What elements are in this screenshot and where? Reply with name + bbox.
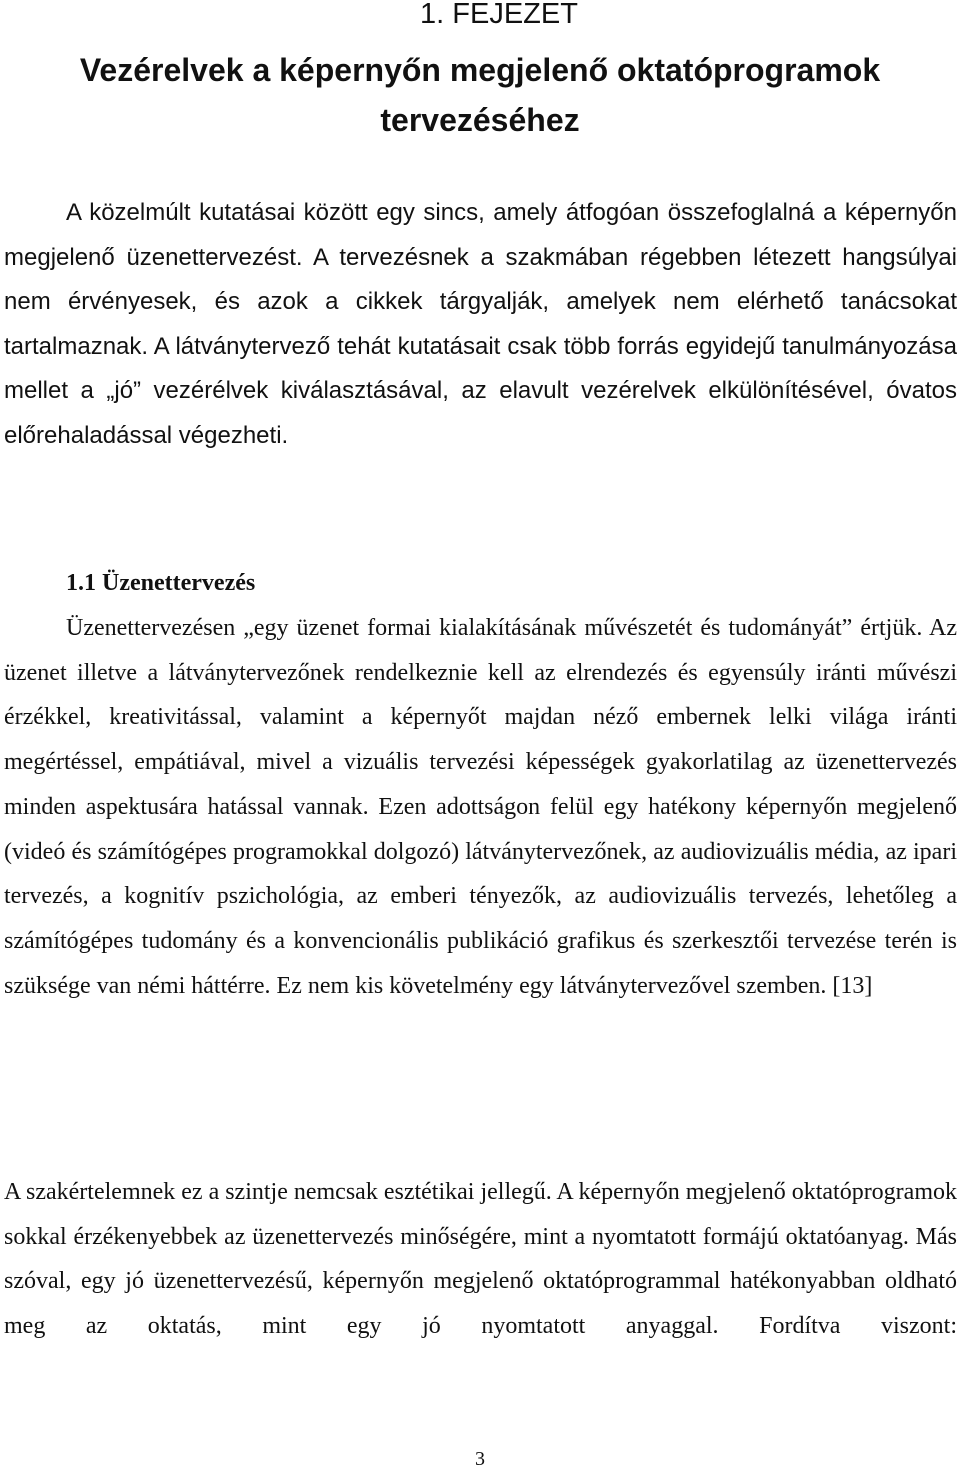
section-paragraph: Üzenettervezésen „egy üzenet formai kialakításának művészetét és tudományát” értjük. Az üzenet illetve a látványtervezőnek rendelkeznie kell az elrendezés és egyensúly iránti művészi érzékkel, kreativitással, valamint a képernyőt majdan néző embernek lelki világa iránti megértéssel, empátiával, mivel a vizuális tervezési képességek gyakorlatilag az üzenettervezés minden aspektusára hatással vannak. Ezen adottságon felül egy hatékony képernyőn megjelenő (videó és számítógépes programokkal dolgozó) látványtervezőnek, az audiovizuális média, az ipari tervezés, a kognitív pszichológia, az emberi tényezők, az audiovizuális tervezés, lehetőleg a számítógépes tudomány és a konvencionális publikáció grafikus és szerkesztői tervezése terén is szüksége van némi háttérre. Ez nem kis követelmény egy látványtervezővel szemben. [13] — [4, 615, 957, 999]
section-heading: 1.1 Üzenettervezés — [66, 570, 256, 596]
chapter-title: Vezérelvek a képernyőn megjelenő oktatóprogramok tervezéséhez — [79, 52, 881, 138]
page-number: 3 — [475, 1448, 485, 1470]
intro-paragraph: A közelmúlt kutatásai között egy sincs, amely átfogóan összefoglalná a képernyőn megjelenő üzenettervezést. A tervezésnek a szakmában régebben létezett hangsúlyai nem érvényesek, és azok a cikkek tárgyalják, amelyek nem elérhető tanácsokat tartalmaznak. A látványtervező tehát kutatásait csak több forrás egyidejű tanulmányozása mellet a „jó” vezérélvek kiválasztásával, az elavult vezérelvek elkülönítésével, óvatos előrehaladással végezheti. — [4, 199, 957, 449]
closing-paragraph: A szakértelemnek ez a szintje nemcsak esztétikai jellegű. A képernyőn megjelenő oktatóprogramok sokkal érzékenyebbek az üzenettervezés minőségére, mint a nyomtatott formájú oktatóanyag. Más szóval, egy jó üzenettervezésű, képernyőn megjelenő oktatóprogrammal hatékonyabban oldható meg az oktatás, mint egy jó nyomtatott anyaggal. Fordítva viszont: — [4, 1179, 957, 1340]
chapter-number: 1. FEJEZET — [420, 0, 578, 30]
